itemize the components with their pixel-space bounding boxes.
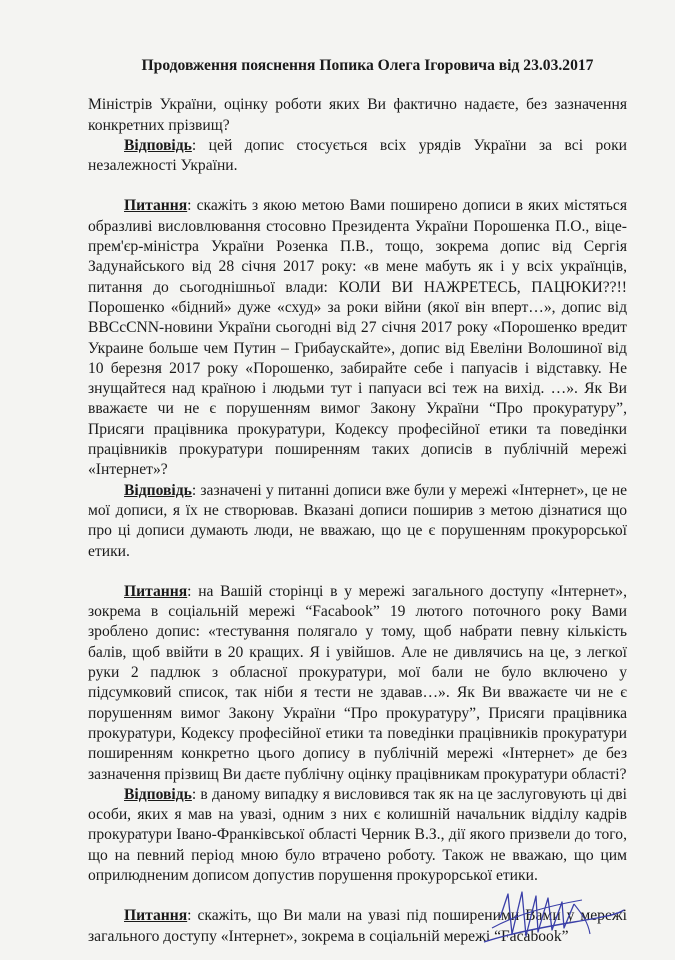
answer-label: Відповідь bbox=[124, 481, 192, 499]
handwritten-signature bbox=[478, 884, 628, 954]
answer-1 bbox=[88, 136, 627, 177]
question-label: Питання bbox=[124, 907, 188, 925]
answer-label: Відповідь bbox=[124, 136, 192, 154]
question-label: Питання bbox=[124, 582, 188, 600]
question-4-text: : скажіть, що Ви мали на увазі під поширеними Вами у мережі загального доступу «Інтернет», зокрема в соціальній мережі “Facabook” bbox=[88, 907, 627, 945]
question-3 bbox=[88, 582, 627, 785]
answer-3 bbox=[88, 785, 627, 886]
question-2 bbox=[88, 196, 627, 480]
answer-1-text: : цей допис стосується всіх урядів України за всі роки незалежності України. bbox=[88, 136, 627, 175]
answer-label: Відповідь bbox=[124, 785, 192, 803]
question-2-text: : скажіть з якою метою Вами поширено дописи в яких містяться образливі висловлювання стосовно Президента України Порошенка П.О., віце-прем'єр-міністра України Розенка П.В., тощо, зокрема допис від Сергія Задунайського від 28 січня 2017 року: «в мене мабуть як і у всіх українців, питання до сьогоднішньої влади: КОЛИ ВИ НАЖРЕТЕСЬ, ПАЦЮКИ??!! Порошенко «бідний» дуже «схуд» за роки війни (якої він вперт…», допис від BBCcCNN-новини України сьогодні від 27 січня 2017 року «Порошенко вредит Украине больше чем Путин – Грибаускайте», допис від Евеліни Волошиної від 10 березня 2017 року «Порошенко, забирайте себе і папуасів і відставку. Не знущайтеся над країною і людьми тут і папуаси всі теж на вихід. …». Як Ви вважаєте чи не є порушенням вимог Закону України “Про прокуратуру”, Присяги працівника прокуратури, Кодексу професійної етики та поведінки працівників прокуратури поширенням таких дописів в публічній мережі «Інтернет»? bbox=[88, 197, 627, 479]
answer-3-text: : в даному випадку я висловився так як на це заслуговують ці дві особи, яких я мав на увазі, одним з них є колишній начальник відділу кадрів прокуратури Івано-Франківської області Черник В.З., дії якого призвели до того, що на певний період мною було втрачено роботу. Також не вважаю, що цим оприлюдненим дописом допустив порушення прокурорської етики. bbox=[88, 785, 627, 884]
question-label: Питання bbox=[124, 197, 188, 215]
answer-2-text: : зазначені у питанні дописи вже були у мережі «Інтернет», це не мої дописи, я їх не створював. Вказані дописи поширив з метою дізнатися що про ці дописи думають люди, не вважаю, що це є порушенням прокурорської етики. bbox=[88, 481, 627, 560]
question-3-text: : на Вашій сторінці в у мережі загального доступу «Інтернет», зокрема в соціальній мережі “Facabook” 19 лютого поточного року Вами зроблено допис: «тестування полягало у тому, щоб набрати певну кількість балів, щоб ввійти в 20 кращих. Я і увійшов. Але не дивлячись на це, з легкої руки 2 падлюк з обласної прокуратури, мої бали не було включено у підсумковий список, так ніби я тести не здавав…». Як Ви вважаєте чи не є порушенням вимог Закону України “Про прокуратуру”, Присяги працівника прокуратури, Кодексу професійної етики та поведінки працівників прокуратури поширенням конкретно цього допису в публічній мережі «Інтернет» де без зазначення прізвищ Ви даєте публічну оцінку працівникам прокуратури області? bbox=[88, 582, 627, 783]
continued-question-text: Міністрів України, оцінку роботи яких Ви фактично надаєте, без зазначення конкретних прізвищ? bbox=[88, 96, 627, 134]
answer-2 bbox=[88, 481, 627, 562]
document-title: Продовження пояснення Попика Олега Ігоровича від 23.03.2017 bbox=[141, 57, 594, 74]
